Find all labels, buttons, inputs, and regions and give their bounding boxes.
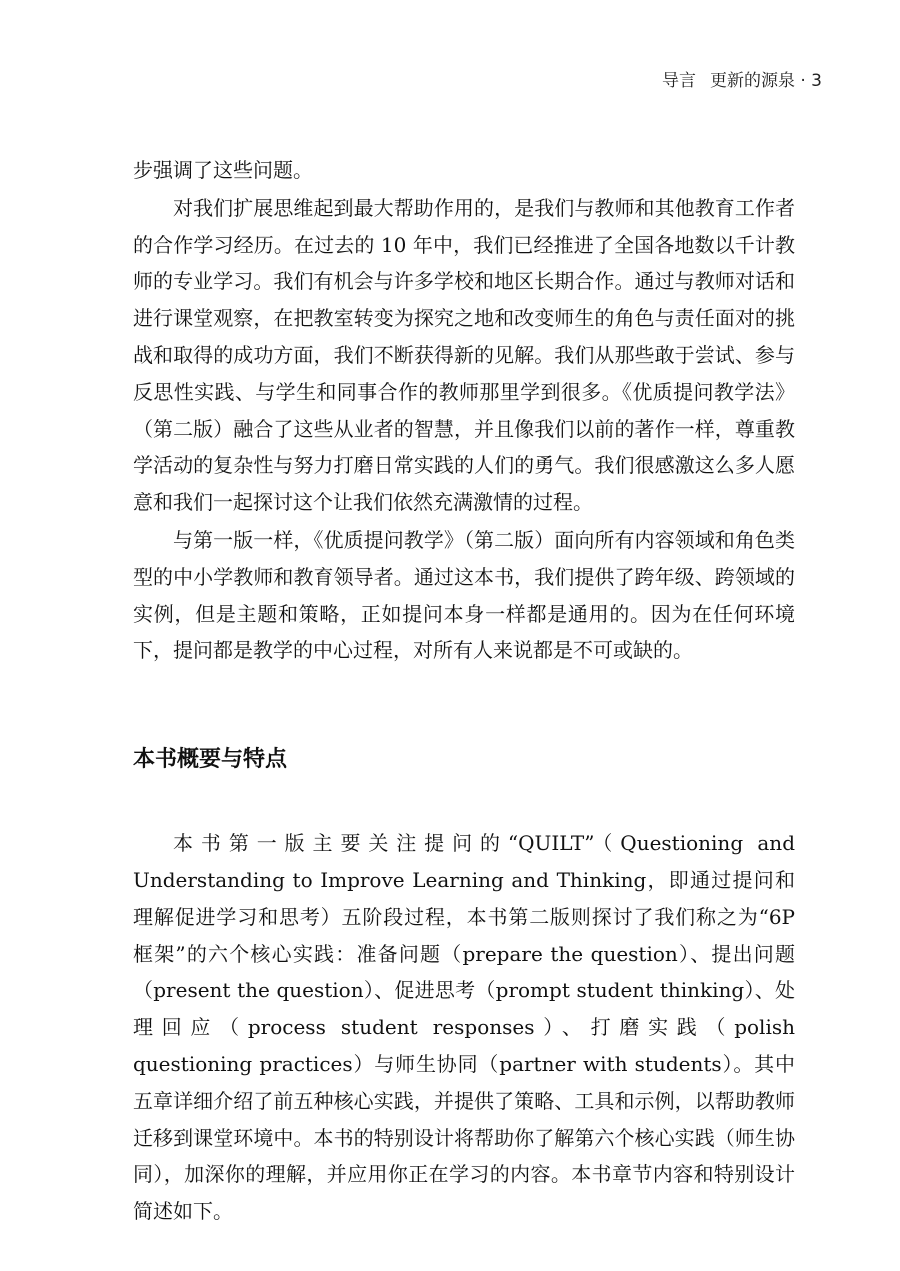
header-title-page: 更新的源泉 · 3 <box>709 71 822 91</box>
paragraph-continuation: 步强调了这些问题。 <box>133 158 313 182</box>
page-body <box>133 152 795 1231</box>
paragraph: 与第一版一样，《优质提问教学》（第二版）面向所有内容领域和角色类型的中小学教师和教育领导者。通过这本书，我们提供了跨年级、跨领域的实例，但是主题和策略，正如提问本身一样都是通用的。因为在任何环境下，提问都是教学的中心过程，对所有人来说都是不可或缺的。 <box>133 527 795 663</box>
paragraph: 对我们扩展思维起到最大帮助作用的，是我们与教师和其他教育工作者的合作学习经历。在过去的 10 年中，我们已经推进了全国各地数以千计教师的专业学习。我们有机会与许多学校和地区长期合作。通过与教师对话和进行课堂观察，在把教室转变为探究之地和改变师生的角色与责任面对的挑战和取得的成功方面，我们不断获得新的见解。我们从那些敢于尝试、参与反思性实践、与学生和同事合作的教师那里学到很多。《优质提问教学法》（第二版）融合了这些从业者的智慧，并且像我们以前的著作一样，尊重教学活动的复杂性与努力打磨日常实践的人们的勇气。我们很感激这么多人愿意和我们一起探讨这个让我们依然充满激情的过程。 <box>133 195 795 515</box>
paragraph: 本书第一版主要关注提问的“QUILT”（Questioning and Understanding to Improve Learning and Thinking，即通过提问和理解促进学习和思考）五阶段过程，本书第二版则探讨了我们称之为“6P 框架”的六个核心实践：准备问题（prepare the question）、提出问题（present the question）、促进思考（prompt student thinking）、处理回应（process student responses）、打磨实践（polish questioning practices）与师生协同（partner with students）。其中五章详细介绍了前五种核心实践，并提供了策略、工具和示例，以帮助教师迁移到课堂环境中。本书的特别设计将帮助你了解第六个核心实践（师生协同），加深你的理解，并应用你正在学习的内容。本书章节内容和特别设计简述如下。 <box>133 831 795 1224</box>
running-header <box>662 66 822 91</box>
header-chapter: 导言 <box>661 71 696 91</box>
section-heading: 本书概要与特点 <box>133 747 288 773</box>
